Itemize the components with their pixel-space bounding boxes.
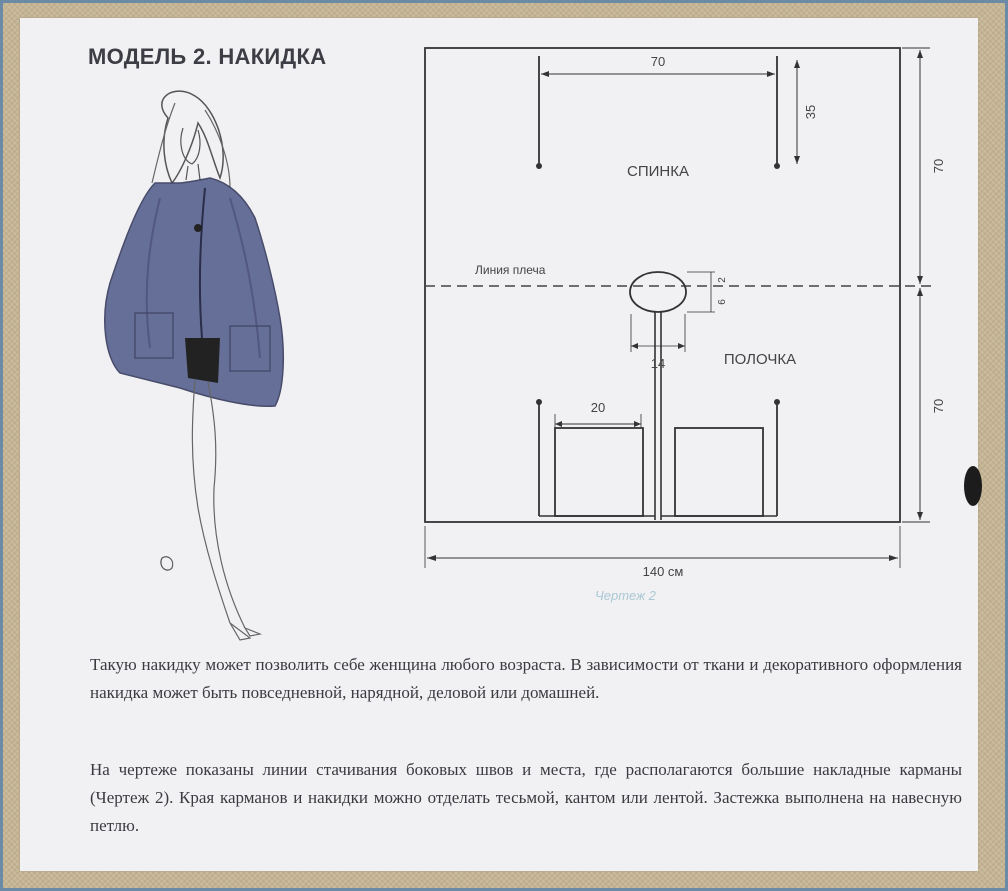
pattern-diagram (415, 46, 965, 576)
page-edge-mark (964, 466, 982, 506)
dim-top-height: 35 (803, 104, 818, 120)
paragraph-details: На чертеже показаны линии стачивания боковых швов и места, где располагаются большие накладные карманы (Чертеж 2). Края карманов и накидки можно отделать тесьмой, кантом или лентой. Застежка выполнена на навесную петлю. (90, 760, 962, 835)
page-title: МОДЕЛЬ 2. НАКИДКА (88, 44, 327, 69)
dim-top-width: 70 (650, 54, 666, 69)
dim-right-upper: 70 (931, 158, 946, 174)
model-illustration (80, 88, 320, 648)
dim-neck-down: 6 (717, 299, 728, 305)
label-shoulder-line: Линия плеча (475, 263, 546, 277)
dim-neck-width: 14 (650, 356, 666, 371)
label-front: ПОЛОЧКА (723, 351, 797, 368)
paragraph-intro: Такую накидку может позволить себе женщина любого возраста. В зависимости от ткани и декоративного оформления накидка может быть повседневной, нарядной, деловой или домашней. (90, 655, 962, 702)
dim-total-width: 140 см (642, 564, 684, 576)
dim-right-lower: 70 (931, 398, 946, 414)
document-page (20, 18, 978, 871)
dim-neck-up: 2 (717, 277, 728, 283)
dim-pocket-width: 20 (590, 400, 606, 415)
diagram-caption: Чертеж 2 (595, 588, 656, 603)
label-back: СПИНКА (627, 163, 689, 180)
